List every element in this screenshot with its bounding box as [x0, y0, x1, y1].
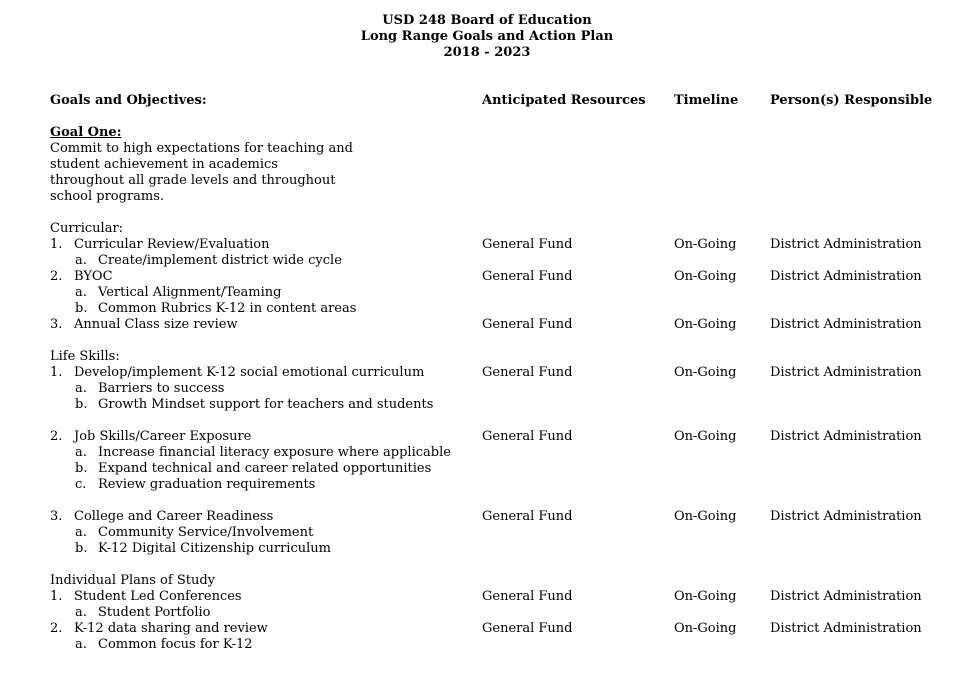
column-header-goals: Goals and Objectives: — [50, 93, 207, 108]
item-person: District Administration — [770, 509, 922, 524]
subitem-text: Student Portfolio — [98, 605, 211, 620]
item-text: College and Career Readiness — [74, 509, 274, 524]
item-text: Curricular Review/Evaluation — [74, 237, 270, 252]
item-timeline: On-Going — [674, 237, 737, 252]
goal-description-line: Commit to high expectations for teaching and — [50, 141, 353, 156]
subitem-letter: a. — [75, 445, 87, 460]
item-text: Develop/implement K-12 social emotional curriculum — [74, 365, 425, 380]
subitem-text: Vertical Alignment/Teaming — [98, 285, 282, 300]
subitem-letter: a. — [75, 525, 87, 540]
item-person: District Administration — [770, 237, 922, 252]
subitem-text: Review graduation requirements — [98, 477, 316, 492]
document-title: USD 248 Board of Education — [382, 13, 592, 28]
subitem-letter: a. — [75, 381, 87, 396]
subitem-letter: a. — [75, 605, 87, 620]
item-person: District Administration — [770, 429, 922, 444]
item-person: District Administration — [770, 589, 922, 604]
item-resource: General Fund — [482, 429, 573, 444]
item-resource: General Fund — [482, 317, 573, 332]
item-number: 2. — [50, 429, 63, 444]
subitem-text: K-12 Digital Citizenship curriculum — [98, 541, 331, 556]
subitem-letter: b. — [75, 301, 88, 316]
document-subtitle: Long Range Goals and Action Plan — [360, 29, 614, 44]
subitem-letter: c. — [75, 477, 87, 492]
item-person: District Administration — [770, 269, 922, 284]
column-header-persons: Person(s) Responsible — [770, 93, 933, 108]
item-resource: General Fund — [482, 365, 573, 380]
item-person: District Administration — [770, 621, 922, 636]
column-header-timeline: Timeline — [674, 93, 739, 108]
subitem-text: Expand technical and career related opportunities — [98, 461, 432, 476]
item-number: 2. — [50, 621, 63, 636]
item-number: 1. — [50, 589, 63, 604]
item-person: District Administration — [770, 365, 922, 380]
subitem-text: Common Rubrics K-12 in content areas — [98, 301, 357, 316]
item-resource: General Fund — [482, 269, 573, 284]
item-number: 1. — [50, 237, 63, 252]
item-timeline: On-Going — [674, 269, 737, 284]
item-text: Annual Class size review — [74, 317, 238, 332]
section-heading-curricular: Curricular: — [50, 221, 124, 236]
item-resource: General Fund — [482, 589, 573, 604]
item-person: District Administration — [770, 317, 922, 332]
goal-description-line: throughout all grade levels and throughout — [50, 173, 336, 188]
section-heading-life-skills: Life Skills: — [50, 349, 120, 364]
subitem-text: Create/implement district wide cycle — [98, 253, 342, 268]
goal-description-line: school programs. — [50, 189, 165, 204]
item-timeline: On-Going — [674, 621, 737, 636]
item-timeline: On-Going — [674, 317, 737, 332]
item-timeline: On-Going — [674, 509, 737, 524]
column-header-resources: Anticipated Resources — [482, 93, 646, 108]
subitem-letter: b. — [75, 461, 88, 476]
goal-description-line: student achievement in academics — [50, 157, 278, 172]
item-number: 1. — [50, 365, 63, 380]
subitem-text: Barriers to success — [98, 381, 225, 396]
subitem-text: Increase financial literacy exposure where applicable — [98, 445, 451, 460]
item-resource: General Fund — [482, 621, 573, 636]
item-resource: General Fund — [482, 237, 573, 252]
item-timeline: On-Going — [674, 429, 737, 444]
subitem-letter: a. — [75, 253, 87, 268]
item-text: BYOC — [74, 269, 113, 284]
item-number: 2. — [50, 269, 63, 284]
item-timeline: On-Going — [674, 365, 737, 380]
subitem-text: Community Service/Involvement — [98, 525, 314, 540]
item-text: Student Led Conferences — [74, 589, 242, 604]
item-text: Job Skills/Career Exposure — [74, 429, 252, 444]
subitem-letter: b. — [75, 397, 88, 412]
subitem-text: Growth Mindset support for teachers and students — [98, 397, 434, 412]
item-resource: General Fund — [482, 509, 573, 524]
item-number: 3. — [50, 509, 63, 524]
subitem-letter: a. — [75, 285, 87, 300]
item-number: 3. — [50, 317, 63, 332]
goal-label: Goal One: — [50, 125, 122, 140]
item-text: K-12 data sharing and review — [74, 621, 268, 636]
subitem-letter: b. — [75, 541, 88, 556]
item-timeline: On-Going — [674, 589, 737, 604]
section-heading-ips: Individual Plans of Study — [50, 573, 215, 588]
subitem-letter: a. — [75, 637, 87, 652]
subitem-text: Common focus for K-12 — [98, 637, 253, 652]
document-date-range: 2018 - 2023 — [443, 45, 531, 60]
